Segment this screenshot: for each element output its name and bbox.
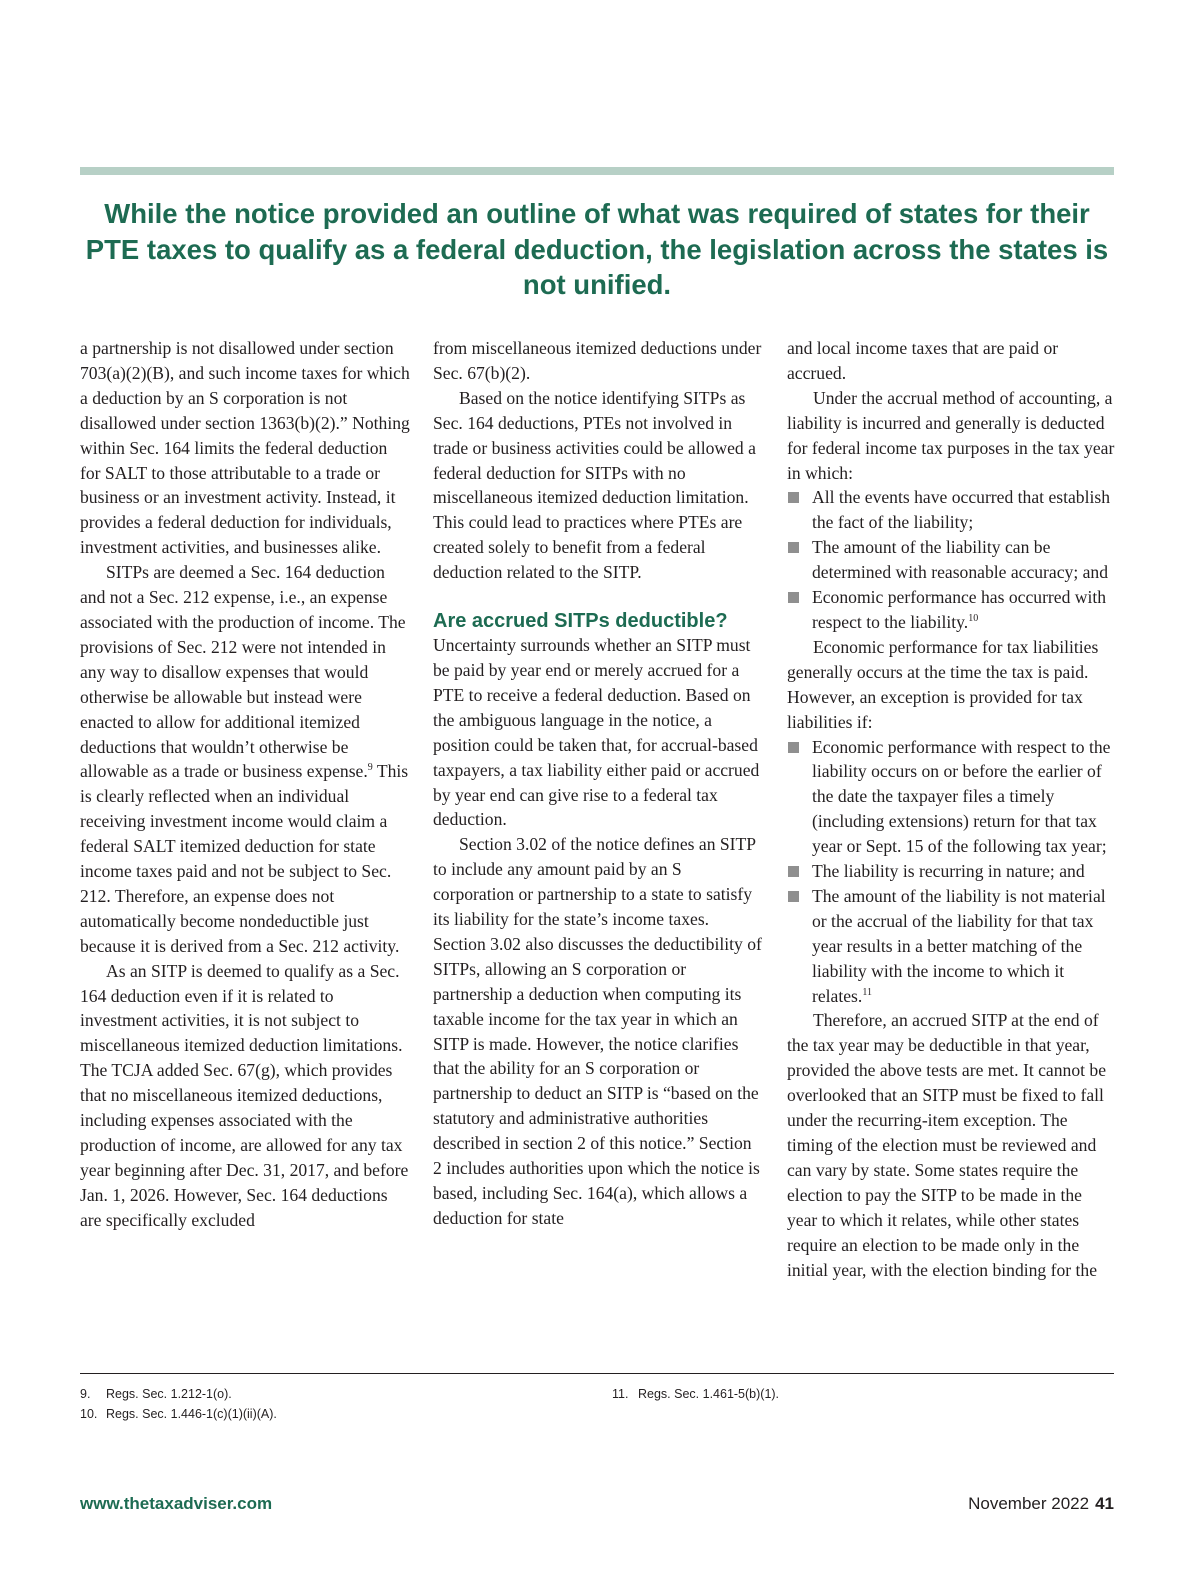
paragraph: As an SITP is deemed to qualify as a Sec. 164 deduction even if it is related to investment activities, it is not subject to miscellaneous itemized deduction limitations. The TCJA added Sec. 67(g), which provides that no miscellaneous itemized deductions, including expenses associated with the production of income, are allowed for any tax year beginning after Dec. 31, 2017, and before Jan. 1, 2026. However, Sec. 164 deductions are specifically excluded: [80, 960, 409, 1230]
footnote-divider: [80, 1373, 1114, 1374]
page-number: 41: [1095, 1494, 1114, 1513]
bullet-list: [787, 735, 1115, 1009]
section-heading: Are accrued SITPs deductible?: [433, 610, 728, 633]
footnote: [80, 1384, 232, 1404]
list-item: All the events have occurred that establish the fact of the liability;: [787, 485, 1115, 535]
article-column-2: [433, 336, 763, 1231]
bullet-list: [787, 485, 1115, 634]
footnote-ref[interactable]: 10: [968, 613, 979, 625]
footnote-number: 11.: [612, 1387, 629, 1401]
list-item: The liability is recurring in nature; and: [787, 859, 1115, 884]
list-item: Economic performance with respect to the liability occurs on or before the earlier of the date the taxpayer files a timely (including extensions) return for that tax year or Sept. 15 of the following tax year;: [787, 735, 1115, 860]
article-column-1: [80, 336, 410, 1233]
paragraph: Uncertainty surrounds whether an SITP must be paid by year end or merely accrued for a PTE to receive a federal deduction. Based on the ambiguous language in the notice, a position could be taken that, for accrual-based taxpayers, a tax liability either paid or accrued by year end can give rise to a federal tax deduction.: [433, 635, 760, 830]
paragraph: [80, 560, 410, 959]
top-accent-rule: [80, 167, 1114, 175]
footnote-number: 9.: [80, 1387, 91, 1401]
list-item: [787, 884, 1115, 1009]
paragraph-text: This is clearly reflected when an individual receiving investment income would claim a federal SALT itemized deduction for state income taxes paid and not be subject to Sec. 212. Therefore, an expense does not automatically become nondeductible just because it is derived from a Sec. 212 activity.: [80, 761, 409, 956]
issue-date: November 2022: [968, 1494, 1090, 1513]
footnote-text: Regs. Sec. 1.212-1(o).: [106, 1387, 232, 1401]
list-item: The amount of the liability can be determined with reasonable accuracy; and: [787, 535, 1115, 585]
paragraph: Based on the notice identifying SITPs as Sec. 164 deductions, PTEs not involved in trade or business activities could be allowed a federal deduction for SITPs with no miscellaneous itemized deduction limitation. This could lead to practices where PTEs are created solely to benefit from a federal deduction related to the SITP.: [433, 387, 756, 583]
list-item-text: The amount of the liability is not material or the accrual of the liability for that tax year results in a better matching of the liability with the income to which it relates.: [812, 885, 1106, 1006]
paragraph: a partnership is not disallowed under section 703(a)(2)(B), and such income taxes for which a deduction by an S corporation is not disallowed under section 1363(b)(2).” Nothing within Sec. 164 limits the federal deduction for SALT to those attributable to a trade or business or an investment activity. Instead, it provides a federal deduction for individuals, investment activities, and businesses alike.: [80, 338, 410, 558]
footnote-number: 10.: [80, 1407, 98, 1421]
footnote-ref[interactable]: 11: [862, 986, 872, 998]
paragraph-text: SITPs are deemed a Sec. 164 deduction and not a Sec. 212 expense, i.e., an expense associated with the production of income. The provisions of Sec. 212 were not intended in any way to disallow expenses that would otherwise be allowable but instead were enacted to allow for additional itemized deductions that wouldn’t otherwise be allowable as a trade or business expense.: [80, 562, 406, 782]
footer-website-link[interactable]: www.thetaxadviser.com: [80, 1494, 273, 1513]
paragraph: from miscellaneous itemized deductions under Sec. 67(b)(2).: [433, 338, 762, 383]
paragraph: Section 3.02 of the notice defines an SITP to include any amount paid by an S corporation or partnership to a state to satisfy its liability for the state’s income taxes. Section 3.02 also discusses the deductibility of SITPs, allowing an S corporation or partnership a deduction when computing its taxable income for the tax year in which an SITP is made. However, the notice clarifies that the ability for an S corporation or partnership to deduct an SITP is “based on the statutory and administrative authorities described in section 2 of this notice.” Section 2 includes authorities upon which the notice is based, including Sec. 164(a), which allows a deduction for state: [433, 834, 762, 1228]
pull-quote: While the notice provided an outline of what was required of states for their PTE taxes to qualify as a federal deduction, the legislation across the states is not unified.: [85, 198, 1109, 300]
footnote-text: Regs. Sec. 1.461-5(b)(1).: [638, 1387, 780, 1401]
list-item-text: Economic performance has occurred with respect to the liability.: [812, 587, 1107, 632]
article-column-3: [787, 336, 1115, 1282]
paragraph: Therefore, an accrued SITP at the end of the tax year may be deductible in that year, provided the above tests are met. It cannot be overlooked that an SITP must be fixed to fall under the recurring-item exception. The timing of the election must be reviewed and can vary by state. Some states require the election to pay the SITP to be made in the year to which it relates, while other states require an election to be made only in the initial year, with the election binding for the: [787, 1010, 1107, 1280]
footnote: [80, 1404, 277, 1424]
footnote-ref[interactable]: 9: [367, 762, 373, 774]
list-item: [787, 585, 1115, 635]
paragraph: Under the accrual method of accounting, a liability is incurred and generally is deducted for federal income tax purposes in the tax year in which:: [787, 387, 1115, 483]
footer-issue-info: [968, 1494, 1114, 1514]
footnote-text: Regs. Sec. 1.446-1(c)(1)(ii)(A).: [106, 1407, 277, 1421]
paragraph: and local income taxes that are paid or accrued.: [787, 338, 1059, 383]
paragraph: Economic performance for tax liabilities generally occurs at the time the tax is paid. However, an exception is provided for tax liabilities if:: [787, 636, 1099, 732]
footnote: [612, 1384, 779, 1404]
